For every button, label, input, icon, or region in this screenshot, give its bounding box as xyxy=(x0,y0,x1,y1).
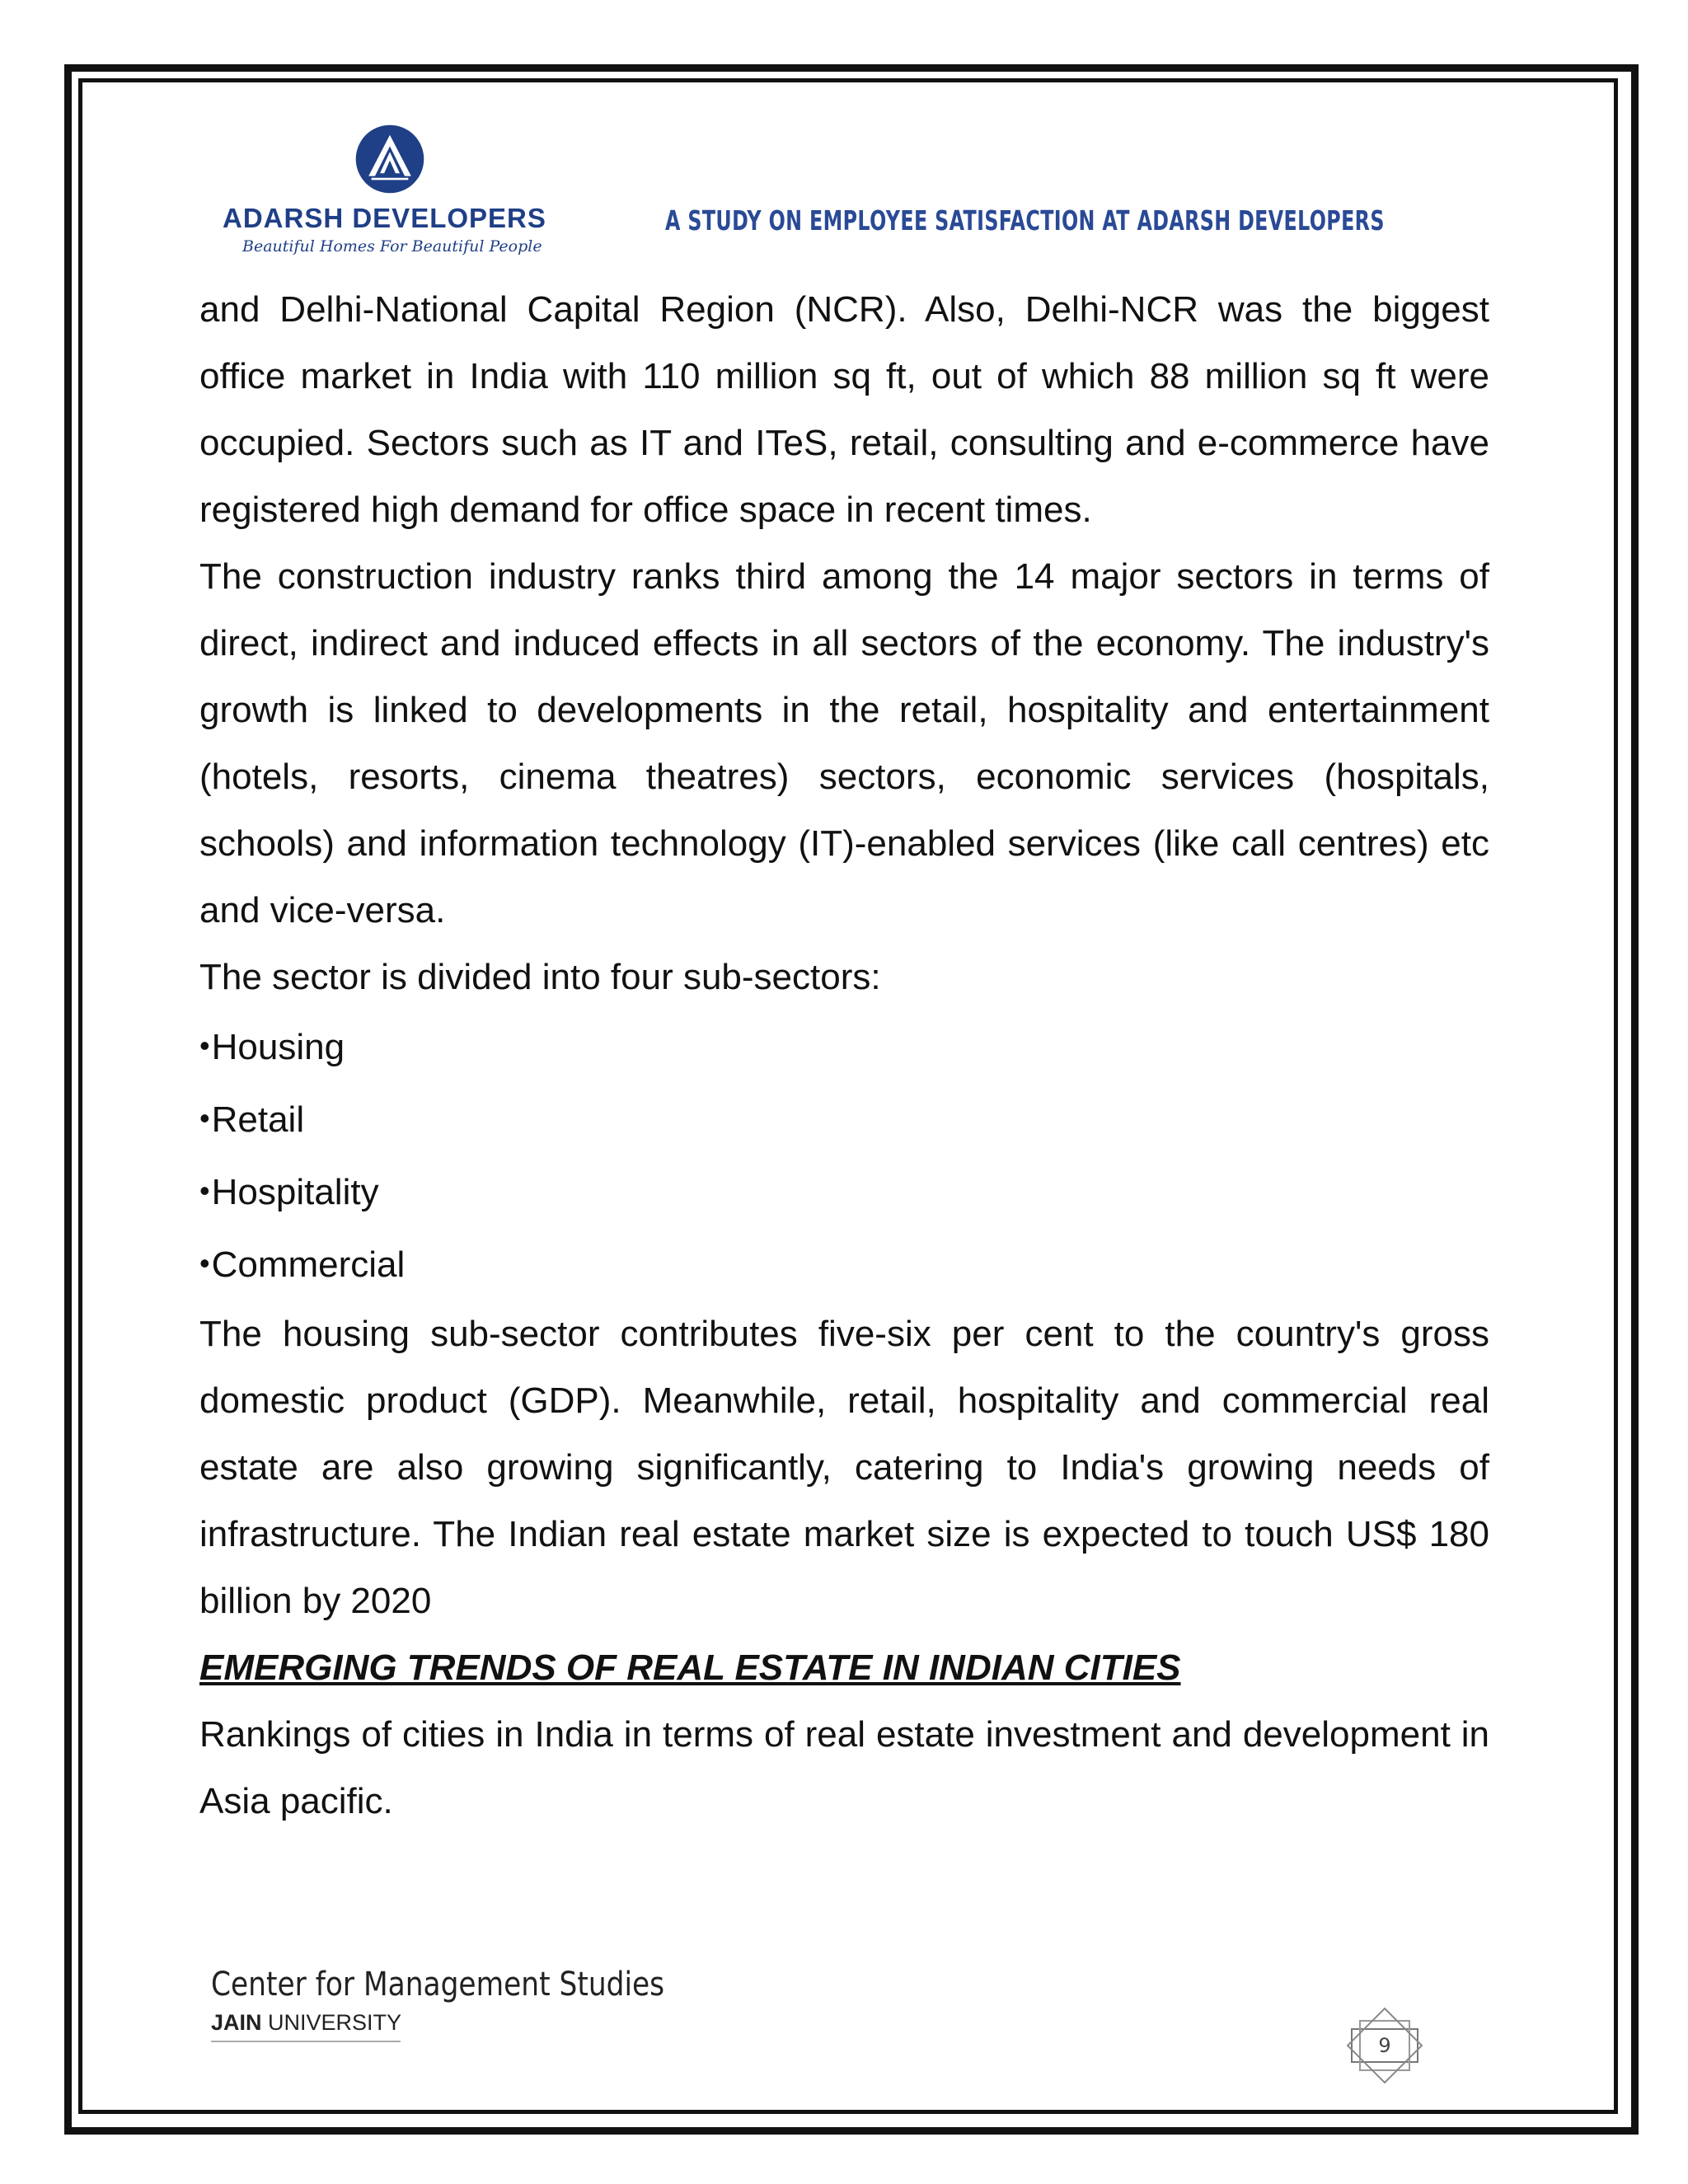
list-item-label: Housing xyxy=(211,1027,345,1067)
page-footer xyxy=(211,1966,738,2046)
section-heading: EMERGING TRENDS OF REAL ESTATE IN INDIAN CITIES xyxy=(199,1647,1181,1688)
list-item-label: Hospitality xyxy=(211,1172,379,1212)
page-number: 9 xyxy=(1378,2034,1391,2057)
paragraph-office-market: and Delhi-National Capital Region (NCR). Also, Delhi-NCR was the biggest office market in India with 110 million sq ft, out of which 88 million sq ft were occupied. Sectors such as IT and ITeS, retail, consulting and e-commerce have registered high demand for office space in recent times. xyxy=(199,289,1489,530)
page-content xyxy=(199,276,1489,1835)
logo-mountain-icon xyxy=(354,124,425,194)
footer-center-name: Center for Management Studies xyxy=(211,1966,665,2004)
page-number-badge xyxy=(1343,2004,1426,2087)
list-item-label: Commercial xyxy=(211,1244,406,1285)
footer-university-bold: JAIN xyxy=(211,2010,262,2035)
logo-tagline: Beautiful Homes For Beautiful People xyxy=(242,237,542,255)
list-item xyxy=(199,1228,1489,1301)
page-header xyxy=(223,115,1385,268)
bullet-icon: • xyxy=(199,1174,210,1207)
paragraph-construction-industry: The construction industry ranks third among the 14 major sectors in terms of direct, indirect and induced effects in all sectors of the economy. The industry's growth is linked to developments in the retail, hospitality and entertainment (hotels, resorts, cinema theatres) sectors, economic services (hospitals, schools) and information technology (IT)-enabled services (like call centres) etc and vice-versa. xyxy=(199,556,1489,930)
footer-fine-print xyxy=(211,2041,401,2046)
footer-university xyxy=(211,2010,738,2036)
bullet-icon: • xyxy=(199,1101,210,1135)
paragraph-housing-gdp: The housing sub-sector contributes five-six per cent to the country's gross domestic product (GDP). Meanwhile, retail, hospitality and commercial real estate are also growing significantly, catering to India's growing needs of infrastructure. The Indian real estate market size is expected to touch US$ 180 billion by 2020 xyxy=(199,1314,1489,1621)
bullet-icon: • xyxy=(199,1029,210,1062)
list-item-label: Retail xyxy=(211,1099,305,1140)
footer-university-rest: UNIVERSITY xyxy=(261,2010,402,2035)
paragraph-rankings: Rankings of cities in India in terms of real estate investment and development in Asia pacific. xyxy=(199,1714,1489,1821)
sub-sector-list xyxy=(199,1010,1489,1301)
study-title: A STUDY ON EMPLOYEE SATISFACTION AT ADARSH DEVELOPERS xyxy=(665,204,1385,237)
list-item xyxy=(199,1010,1489,1083)
paragraph-sub-sectors-intro: The sector is divided into four sub-sectors: xyxy=(199,957,881,997)
bullet-icon: • xyxy=(199,1246,210,1280)
logo-name: ADARSH DEVELOPERS xyxy=(223,203,546,233)
adarsh-logo xyxy=(223,115,569,268)
list-item xyxy=(199,1155,1489,1228)
list-item xyxy=(199,1083,1489,1155)
